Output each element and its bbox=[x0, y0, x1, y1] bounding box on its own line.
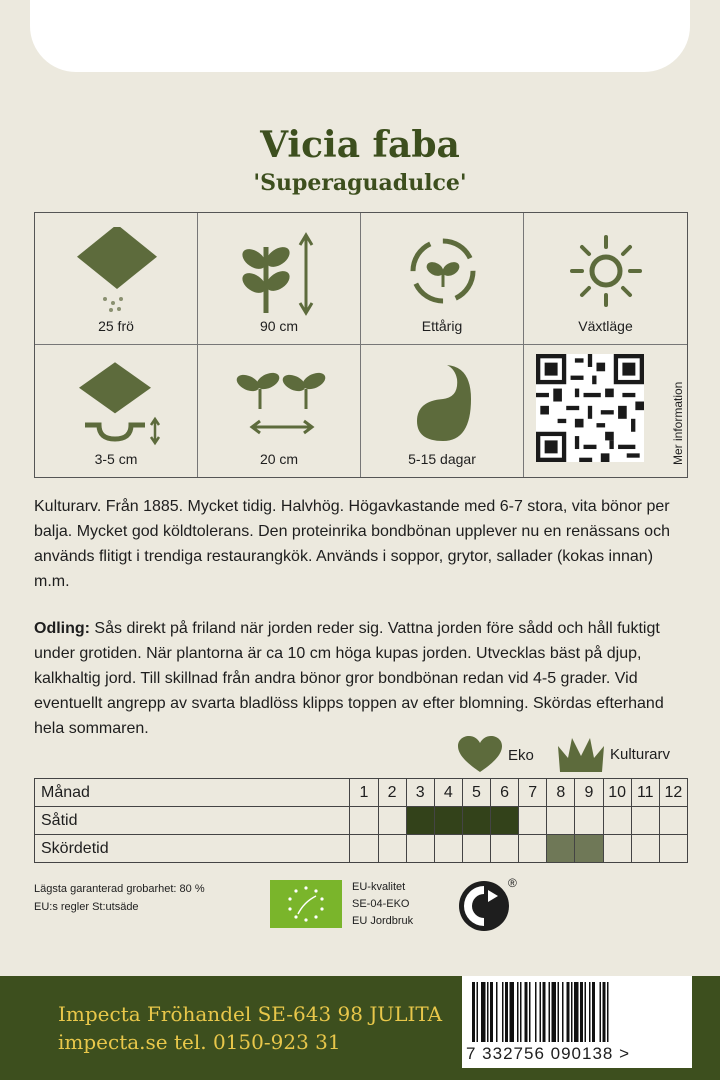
info-icon-grid bbox=[34, 212, 688, 478]
cultivation-text: Sås direkt på friland när jorden reder sig. Vattna jorden före sådd och håll fuktigt under grotiden. När plantorna är ca 10 cm höga kupas jorden. Utvecklas bäst på djup, kalkhaltig jord. Till skillnad från andra bönor gror bondbönan redan vid 4-5 grader. Vid eventuellt angrepp av svarta bladlöss klipps toppen av efter blomning. Skördas efterhand hela sommaren. bbox=[34, 620, 664, 737]
month-number: 8 bbox=[547, 779, 575, 807]
plant-title: Vicia faba bbox=[260, 124, 460, 166]
calendar-month-cell bbox=[547, 807, 575, 835]
month-number: 7 bbox=[519, 779, 547, 807]
calendar-active-month bbox=[575, 835, 603, 863]
calendar-row bbox=[35, 807, 688, 835]
calendar-month-cell bbox=[603, 835, 631, 863]
more-info-label: Mer information bbox=[671, 381, 685, 465]
month-number: 12 bbox=[659, 779, 687, 807]
calendar-month-cell bbox=[350, 807, 378, 835]
seed-packet-icon bbox=[71, 227, 163, 317]
qr-cell bbox=[524, 345, 687, 477]
cultivation-label: Odling: bbox=[34, 620, 90, 637]
germination-time: 5-15 dagar bbox=[408, 451, 476, 467]
month-number: 1 bbox=[350, 779, 378, 807]
calendar-active-month bbox=[462, 807, 490, 835]
month-number: 2 bbox=[378, 779, 406, 807]
heritage-badge bbox=[558, 736, 670, 772]
calendar-month-cell bbox=[519, 835, 547, 863]
height-cell bbox=[198, 213, 361, 345]
calendar-header-row bbox=[35, 779, 688, 807]
eu-rules-line: EU:s regler St:utsäde bbox=[34, 901, 139, 913]
registered-mark: ® bbox=[508, 876, 517, 890]
plant-spacing-icon bbox=[234, 359, 326, 449]
sowing-depth: 3-5 cm bbox=[94, 451, 138, 467]
variety-description: Kulturarv. Från 1885. Mycket tidig. Halvhög. Högavkastande med 6-7 stora, vita bönor per balja. Mycket god köldtolerans. Den proteinrika bondbönan upplever nu en renässans och används flitigt i trendiga restaurangkök. Används i soppor, grytor, sallader (kokas innan) m.m. bbox=[34, 498, 670, 590]
seed-count: 25 frö bbox=[98, 318, 134, 334]
eu-agriculture: EU Jordbruk bbox=[352, 915, 414, 927]
calendar-month-cell bbox=[434, 835, 462, 863]
qr-code-icon[interactable] bbox=[536, 354, 644, 462]
calendar-month-cell bbox=[575, 807, 603, 835]
company-contact: impecta.se tel. 0150-923 31 bbox=[58, 1030, 341, 1054]
calendar-month-cell bbox=[659, 835, 687, 863]
calendar-active-month bbox=[491, 807, 519, 835]
plant-height: 90 cm bbox=[259, 318, 299, 334]
month-header-label: Månad bbox=[35, 779, 350, 807]
calendar-month-cell bbox=[519, 807, 547, 835]
barcode bbox=[462, 976, 692, 1068]
eu-organic-leaf-icon bbox=[270, 880, 342, 928]
month-number: 10 bbox=[603, 779, 631, 807]
eu-code: SE-04-EKO bbox=[352, 898, 410, 910]
calendar-row-label: Såtid bbox=[35, 807, 350, 835]
month-number: 3 bbox=[406, 779, 434, 807]
month-number: 11 bbox=[631, 779, 659, 807]
germination-guarantee-line: Lägsta garanterad grobarhet: 80 % bbox=[34, 883, 205, 895]
eko-label: Eko bbox=[508, 746, 534, 764]
calendar-month-cell bbox=[378, 807, 406, 835]
calendar-month-cell bbox=[462, 835, 490, 863]
eu-certification bbox=[352, 879, 413, 930]
variety-name: 'Superaguadulce' bbox=[253, 170, 467, 196]
germination-guarantee bbox=[34, 880, 205, 916]
company-address: Impecta Fröhandel SE-643 98 JULITA bbox=[58, 1002, 443, 1026]
month-number: 5 bbox=[462, 779, 490, 807]
month-number: 6 bbox=[491, 779, 519, 807]
calendar-month-cell bbox=[378, 835, 406, 863]
cultivation-instructions bbox=[34, 616, 688, 741]
calendar-month-cell bbox=[350, 835, 378, 863]
annual-cycle-icon bbox=[397, 227, 489, 317]
lifecycle-cell bbox=[361, 213, 524, 345]
germination-cell bbox=[361, 345, 524, 477]
barcode-bars bbox=[472, 982, 648, 1042]
depth-cell bbox=[35, 345, 198, 477]
month-number: 4 bbox=[434, 779, 462, 807]
sun-icon bbox=[560, 227, 652, 317]
heart-icon bbox=[458, 736, 502, 774]
calendar-active-month bbox=[406, 807, 434, 835]
seed-count-cell bbox=[35, 213, 198, 345]
eu-quality: EU-kvalitet bbox=[352, 881, 406, 893]
plant-spacing: 20 cm bbox=[259, 451, 299, 467]
plant-height-icon bbox=[234, 227, 326, 317]
hang-hole-cutout bbox=[30, 0, 690, 72]
calendar-month-cell bbox=[659, 807, 687, 835]
calendar-month-cell bbox=[491, 835, 519, 863]
month-number: 9 bbox=[575, 779, 603, 807]
calendar-month-cell bbox=[406, 835, 434, 863]
calendar-active-month bbox=[434, 807, 462, 835]
barcode-number: 7 332756 090138 > bbox=[466, 1044, 631, 1063]
crown-leaf-icon bbox=[558, 736, 604, 772]
calendar-row bbox=[35, 835, 688, 863]
lifecycle: Ettårig bbox=[421, 318, 463, 334]
calendar-month-cell bbox=[603, 807, 631, 835]
position-cell bbox=[524, 213, 687, 345]
calendar-active-month bbox=[547, 835, 575, 863]
heritage-label: Kulturarv bbox=[610, 745, 671, 763]
calendar-month-cell bbox=[631, 807, 659, 835]
position: Växtläge bbox=[578, 318, 633, 334]
calendar-row-label: Skördetid bbox=[35, 835, 350, 863]
sowing-calendar bbox=[34, 778, 688, 863]
germination-sprout-icon bbox=[397, 359, 489, 449]
green-dot-recycling-icon bbox=[458, 880, 510, 932]
eko-badge bbox=[458, 736, 534, 774]
spacing-cell bbox=[198, 345, 361, 477]
calendar-month-cell bbox=[631, 835, 659, 863]
sowing-depth-icon bbox=[71, 359, 163, 449]
